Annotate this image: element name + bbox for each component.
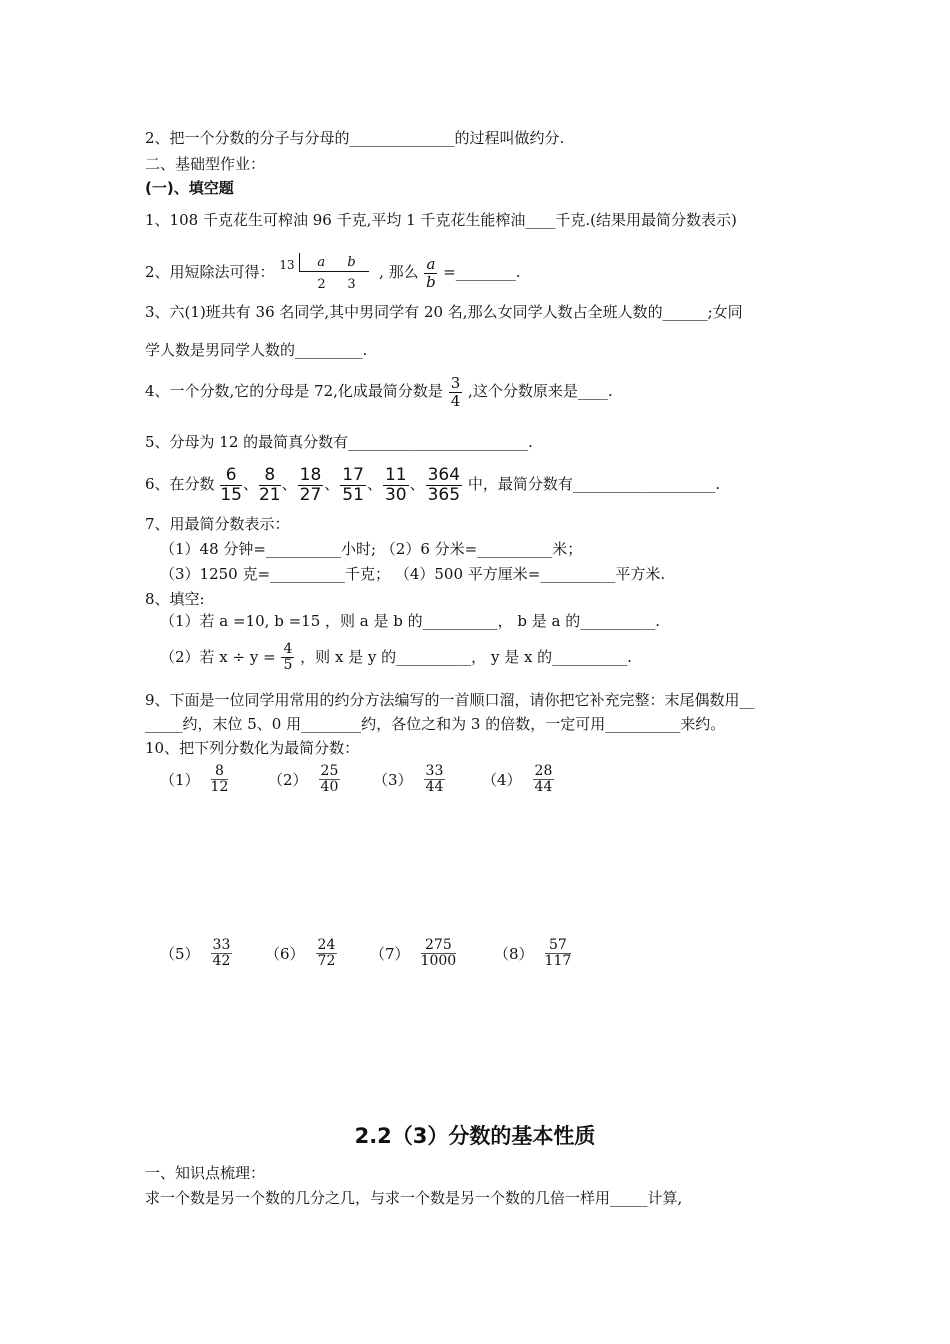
exercise-label: （2）: [268, 771, 308, 790]
question-7-row-2: （3）1250 克=__________千克； （4）500 平方厘米=__________平方米.: [160, 565, 666, 583]
q6-suffix: 中，最简分数有___________________.: [467, 475, 721, 494]
subsection-fill-blank: (一)、填空题: [145, 179, 234, 197]
fraction-denominator: 1000: [420, 953, 457, 970]
exercise-fraction: [316, 938, 338, 970]
question-10-head: 10、把下列分数化为最简分数：: [145, 739, 360, 757]
exercise-fraction: [421, 938, 457, 970]
exercise-fraction-7: [370, 938, 457, 970]
fraction-numerator: 28: [534, 763, 553, 779]
question-8-row-1: （1）若 a =10, b =15 ，则 a 是 b 的__________， b 是 a 的__________.: [160, 612, 661, 630]
fraction-numerator: 33: [425, 763, 444, 779]
q4-prefix: 4、一个分数,它的分母是 72,化成最简分数是: [145, 382, 443, 400]
fraction-numerator: 18: [299, 465, 322, 485]
knowledge-statement: 求一个数是另一个数的几分之几，与求一个数是另一个数的几倍一样用_____计算,: [145, 1189, 683, 1207]
fraction-denominator: b: [426, 272, 436, 291]
fraction-denominator: 72: [317, 953, 336, 970]
fraction-numerator: 8: [211, 764, 229, 780]
question-9-line-2: _____约，末位 5、0 用________约，各位之和为 3 的倍数，一定可用__________来约。: [145, 715, 726, 733]
fraction-numerator: 3: [450, 374, 461, 392]
exercise-label: （8）: [494, 945, 534, 964]
question-3-line-1: 3、六(1)班共有 36 名同学,其中男同学有 20 名,那么女同学人数占全班人数的______;女同: [145, 303, 743, 321]
q6-fraction: [298, 466, 324, 504]
fraction-denominator: 27: [299, 484, 322, 505]
fraction-numerator: 6: [220, 466, 242, 486]
q6-fraction: [426, 466, 462, 504]
knowledge-heading: 一、知识点梳理：: [145, 1164, 266, 1182]
fraction-numerator: 275: [421, 938, 457, 954]
fraction-numerator: 364: [427, 465, 461, 485]
fraction-numerator: 25: [320, 763, 339, 779]
fraction-numerator: 33: [212, 937, 231, 953]
question-8-row-2: [160, 642, 632, 674]
divisor: 13: [279, 258, 295, 272]
fraction-numerator: 57: [545, 938, 572, 954]
fraction-numerator: 4: [283, 641, 293, 657]
exercise-fraction: [211, 764, 229, 796]
fraction-denominator: 12: [210, 779, 229, 796]
q6-fraction: [220, 466, 242, 504]
fraction-denominator: 21: [258, 484, 281, 505]
separator: 、: [281, 475, 297, 494]
question-2: [145, 253, 521, 293]
question-5: 5、分母为 12 的最简真分数有________________________.: [145, 433, 533, 451]
exercise-label: （3）: [373, 771, 413, 790]
section-heading-basic: 二、基础型作业：: [145, 155, 266, 173]
question-7-head: 7、用最简分数表示：: [145, 515, 290, 533]
exercise-label: （6）: [265, 945, 305, 964]
fraction-denominator: 51: [342, 484, 364, 505]
fraction-denominator: 42: [212, 953, 231, 970]
fraction-denominator: 44: [534, 779, 553, 796]
exercise-label: （4）: [482, 771, 522, 790]
question-7-row-1: （1）48 分钟=__________小时; （2）6 分米=__________米；: [160, 540, 583, 558]
exercise-fraction-1: [160, 764, 229, 796]
division-line: [299, 271, 369, 272]
q6-fraction: [340, 466, 366, 504]
q2-mid: , 那么: [379, 263, 419, 281]
q8-r2-suffix: ，则 x 是 y 的__________， y 是 x 的__________.: [300, 647, 632, 666]
fraction-denominator: 5: [283, 657, 293, 674]
fraction-four-fifths: [281, 642, 294, 674]
q6-prefix: 6、在分数: [145, 475, 215, 494]
separator: 、: [324, 475, 340, 494]
fraction-denominator: 4: [450, 391, 461, 410]
quotient-2: 3: [347, 277, 356, 292]
fraction-numerator: a: [426, 255, 436, 273]
division-bar: [299, 253, 300, 271]
exercise-fraction-3: [373, 764, 446, 796]
q2-suffix: =________.: [443, 263, 521, 281]
exercise-fraction: [533, 764, 555, 796]
exercise-fraction-2: [268, 764, 341, 796]
exercise-fraction: [211, 938, 233, 970]
exercise-fraction-8: [494, 938, 572, 970]
short-division-diagram: [279, 253, 374, 293]
separator: 、: [409, 475, 425, 494]
question-4: [145, 375, 613, 409]
dividend-a: a: [317, 255, 326, 270]
q2-prefix: 2、用短除法可得：: [145, 263, 275, 281]
section-title: 2.2（3）分数的基本性质: [354, 1124, 596, 1148]
fraction-denominator: 117: [544, 953, 572, 970]
fraction-numerator: 24: [317, 937, 336, 953]
fraction-denominator: 15: [220, 484, 242, 505]
fraction-numerator: 8: [259, 466, 281, 486]
exercise-label: （1）: [160, 771, 200, 790]
exercise-fraction: [545, 938, 572, 970]
exercise-fraction: [319, 764, 341, 796]
exercise-fraction-5: [160, 938, 233, 970]
fraction-numerator: 17: [342, 465, 364, 485]
knowledge-item-2: 2、把一个分数的分子与分母的______________的过程叫做约分.: [145, 129, 565, 147]
exercise-fraction-4: [482, 764, 555, 796]
quotient-1: 2: [317, 277, 326, 292]
fraction-denominator: 365: [427, 484, 461, 505]
fraction-three-quarters: [449, 375, 463, 409]
separator: 、: [242, 475, 258, 494]
dividend-b: b: [347, 255, 356, 270]
fraction-denominator: 40: [320, 779, 339, 796]
question-3-line-2: 学人数是男同学人数的_________.: [145, 341, 368, 359]
question-1: 1、108 千克花生可榨油 96 千克,平均 1 千克花生能榨油____千克.(结果用最简分数表示): [145, 211, 737, 229]
exercise-fraction-6: [265, 938, 338, 970]
q6-fraction: [383, 466, 409, 504]
q6-fraction: [259, 466, 281, 504]
q8-r2-prefix: （2）若 x ÷ y =: [160, 647, 276, 666]
fraction-denominator: 44: [425, 779, 444, 796]
q4-suffix: ,这个分数原来是____.: [468, 382, 613, 400]
fraction-a-over-b: [424, 256, 437, 290]
question-6: [145, 466, 720, 504]
fraction-denominator: 30: [384, 484, 407, 505]
exercise-label: （5）: [160, 945, 200, 964]
question-8-head: 8、填空:: [145, 590, 205, 608]
exercise-fraction: [424, 764, 446, 796]
question-9-line-1: 9、下面是一位同学用常用的约分方法编写的一首顺口溜，请你把它补充完整：末尾偶数用__: [145, 691, 755, 709]
exercise-label: （7）: [370, 945, 410, 964]
fraction-numerator: 11: [384, 465, 407, 485]
separator: 、: [366, 475, 382, 494]
